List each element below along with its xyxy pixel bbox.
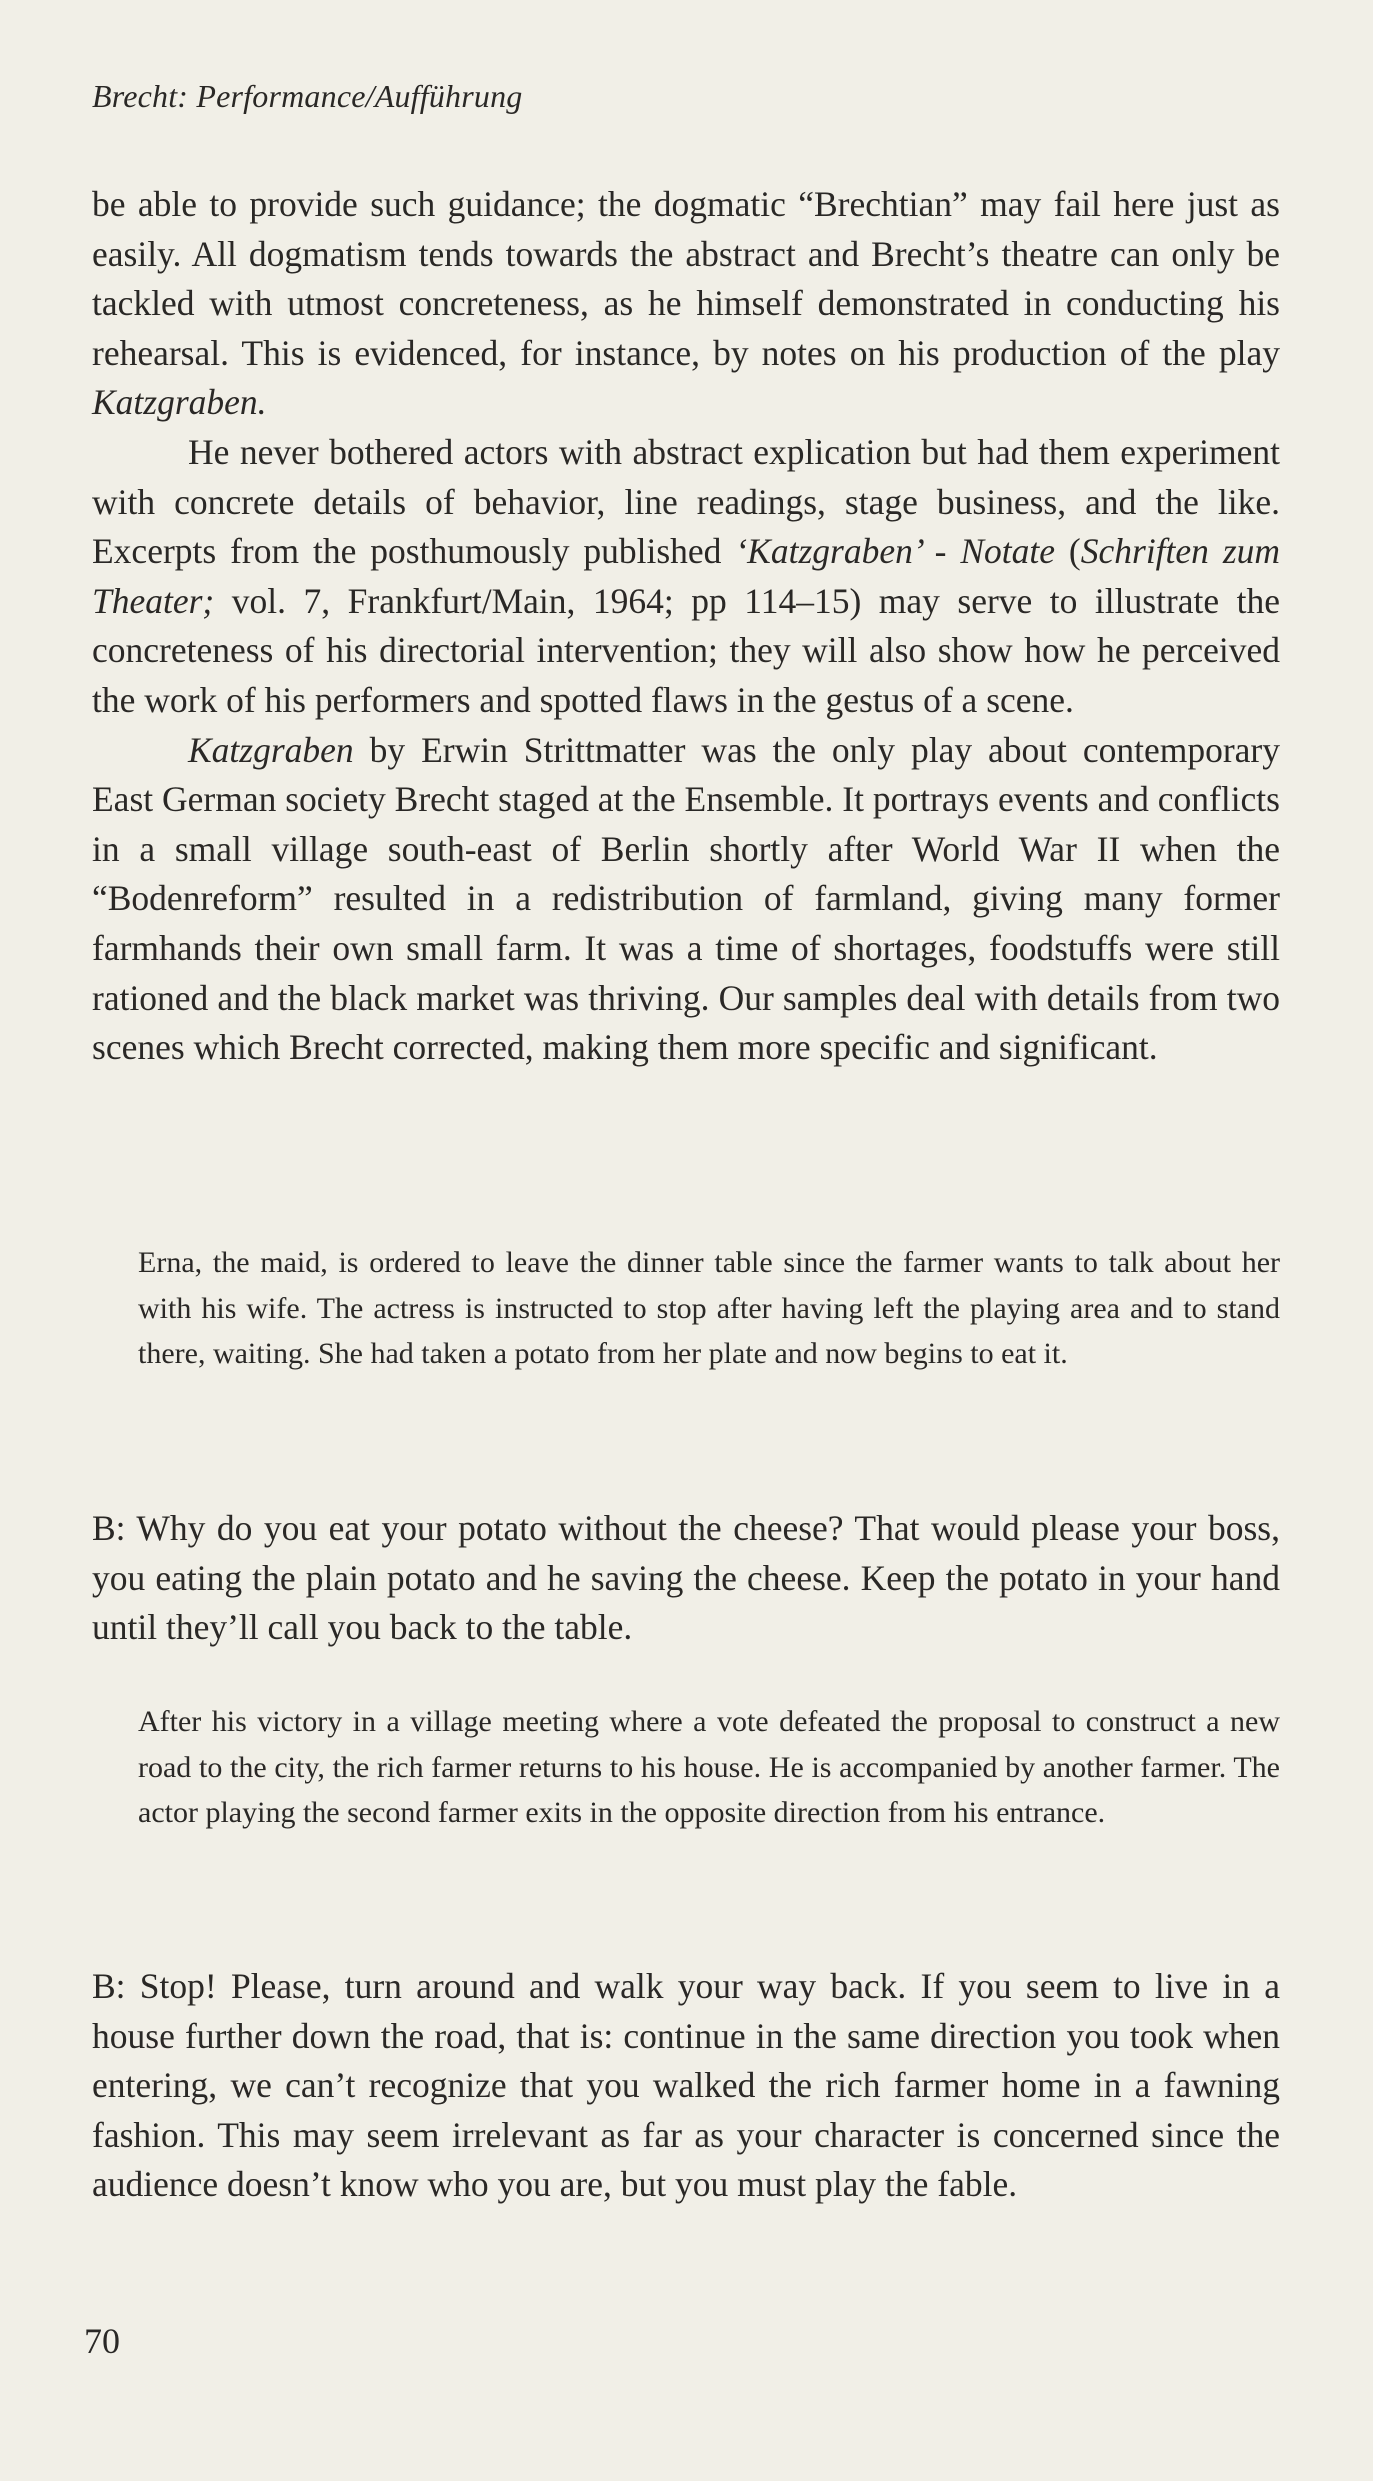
running-head: Brecht: Performance/Aufführung <box>92 78 523 114</box>
paragraph-2-text-c: vol. 7, Frankfurt/Main, 1964; pp 114–15) may serve to illustrate the concreteness of his directorial intervention; they will also show how he perceived the work of his performers and spotted flaws in the gestus of a scene. <box>92 580 1280 720</box>
block-quote-2 <box>138 1699 1280 1836</box>
paragraph-1 <box>92 180 1280 428</box>
brecht-remark-2 <box>92 1962 1280 2210</box>
paragraph-2-text-a: He never bothered actors with abstract explication but had them experiment with concrete details of behavior, line readings, stage business, and the like. Excerpts from the posthumously published <box>92 431 1280 572</box>
brecht-remark-1 <box>92 1504 1280 1653</box>
paragraph-3-text: by Erwin Strittmatter was the only play about contemporary East German society Brecht staged at the Ensemble. It portrays events and conflicts in a small village south-east of Berlin shortly after World War II when the “Bodenreform” resulted in a redistribution of farmland, giving many former farmhands their own small farm. It was a time of shortages, foodstuffs were still rationed and the black market was thriving. Our samples deal with details from two scenes which Brecht corrected, making them more specific and significant. <box>92 729 1280 1068</box>
paragraph-1-text: be able to provide such guidance; the dogmatic “Brechtian” may fail here just as easily. All dogmatism tends towards the abstract and Brecht’s theatre can only be tackled with utmost concreteness, as he himself demonstrated in conducting his rehearsal. This is evidenced, for instance, by notes on his production of the play <box>92 184 1280 373</box>
brecht-remark-1-text: B: Why do you eat your potato without the cheese? That would please your boss, you eating the plain potato and he saving the cheese. Keep the potato in your hand until they’ll call you back to the table. <box>92 1508 1280 1648</box>
title-katzgraben-notate: ‘Katzgraben’ - Notate <box>735 531 1056 572</box>
brecht-remark-2-text: B: Stop! Please, turn around and walk your way back. If you seem to live in a house further down the road, that is: continue in the same direction you took when entering, we can’t recognize that you walked the rich farmer home in a fawning fashion. This may seem irrelevant as far as your character is concerned since the audience doesn’t know who you are, but you must play the fable. <box>92 1966 1280 2205</box>
title-katzgraben-2: Katzgraben <box>188 729 354 770</box>
paragraph-2-text-b: ( <box>1055 531 1081 572</box>
main-text <box>92 180 1280 1073</box>
paragraph-2 <box>92 428 1280 726</box>
page-number: 70 <box>84 2321 120 2361</box>
block-quote-1 <box>138 1240 1280 1377</box>
paragraph-3 <box>92 726 1280 1073</box>
title-schriften: Schriften zum Theater; <box>92 531 1281 621</box>
title-katzgraben: Katzgraben. <box>92 382 267 423</box>
block-quote-2-text: After his victory in a village meeting where a vote defeated the proposal to construct a new road to the city, the rich farmer returns to his house. He is accompanied by another farmer. The actor playing the second farmer exits in the opposite direction from his entrance. <box>138 1705 1280 1829</box>
block-quote-1-text: Erna, the maid, is ordered to leave the dinner table since the farmer wants to talk about her with his wife. The actress is instructed to stop after having left the playing area and to stand there, waiting. She had taken a potato from her plate and now begins to eat it. <box>138 1246 1280 1370</box>
